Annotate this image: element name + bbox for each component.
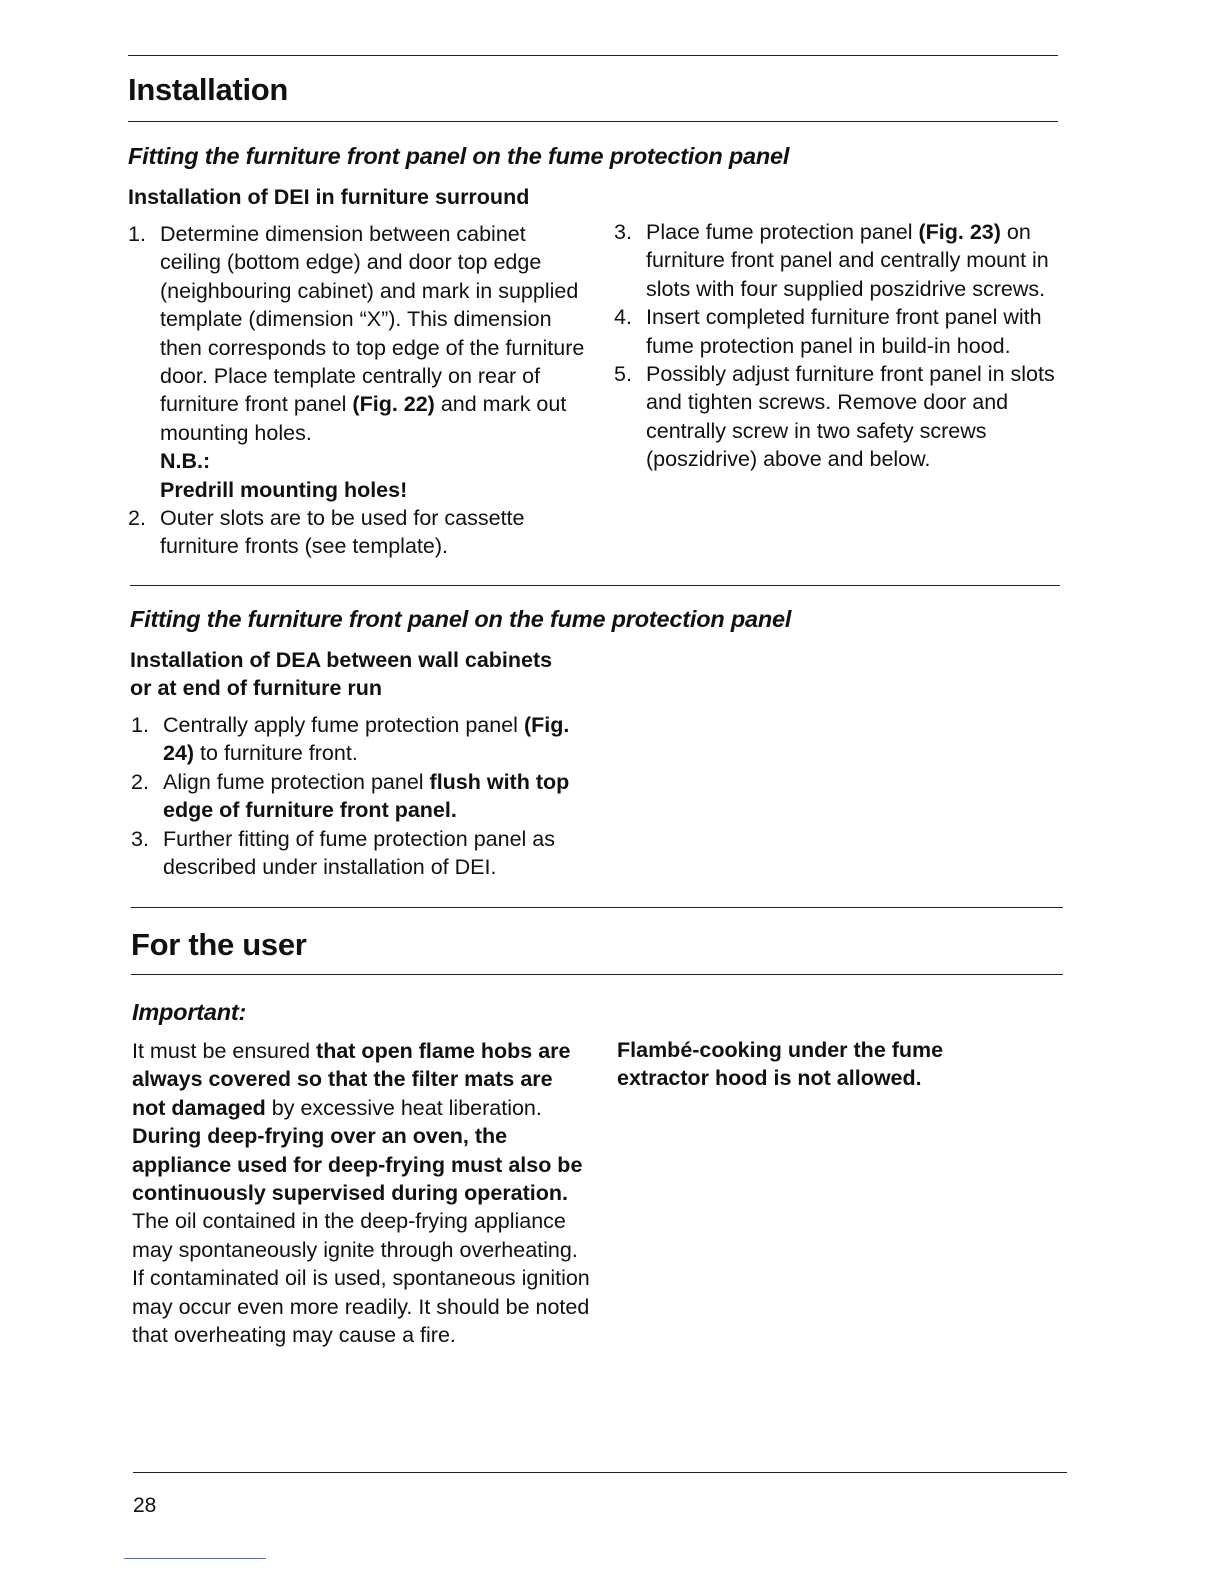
important-label: Important:	[132, 999, 247, 1025]
section-divider	[130, 585, 1060, 586]
step-text: Insert completed furniture front panel with fume protection panel in build-in hood.	[646, 305, 1042, 358]
figure-reference: (Fig. 23)	[918, 220, 1001, 244]
section1-subheading: Installation of DEI in furniture surround	[128, 185, 530, 209]
emphasis-run: that open flame hobs are always covered so that the filter mats are not damaged	[132, 1039, 571, 1120]
user-title-rule	[131, 974, 1063, 975]
step-text: Centrally apply fume protection panel	[163, 713, 524, 737]
footer-rule	[133, 1472, 1067, 1473]
figure-reference: (Fig. 22)	[352, 392, 435, 417]
list-item	[131, 825, 591, 882]
top-rule	[128, 55, 1058, 56]
list-item	[128, 504, 590, 561]
subheading-line: or at end of furniture run	[130, 676, 383, 700]
step-number: 2.	[131, 769, 149, 794]
nb-label: N.B.:	[160, 449, 211, 474]
step-text: on furniture front panel and centrally mount in slots with four supplied poszidrive screws.	[646, 220, 1049, 301]
nb-text: Predrill mounting holes!	[160, 477, 408, 502]
section2-steps	[131, 711, 591, 881]
step-text: and mark out mounting holes.	[160, 392, 567, 445]
section1-heading: Fitting the furniture front panel on the fume protection panel	[128, 143, 790, 169]
step-number: 1.	[128, 222, 146, 246]
important-paragraph	[132, 1037, 590, 1349]
text-run: It must be ensured	[132, 1039, 317, 1063]
step-text: Determine dimension between cabinet ceiling (bottom edge) and door top edge (neighbouring cabinet) and mark in supplied template (dimension “X”). This dimension then corresponds to top edge of the furniture door. Place template centrally on rear of furniture front panel	[160, 222, 585, 417]
step-number: 2.	[128, 506, 146, 531]
emphasis-run: During deep-frying over an oven, the appliance used for deep-frying must also be continuously supervised during operation.	[132, 1124, 583, 1206]
step-text: Place fume protection panel	[646, 220, 919, 244]
list-item	[131, 711, 591, 768]
list-item	[128, 220, 590, 504]
bottom-accent-line	[124, 1558, 266, 1559]
flambe-warning-text: Flambé-cooking under the fume extractor hood is not allowed.	[617, 1038, 944, 1091]
section2-subheading	[130, 646, 552, 702]
step-text: Further fitting of fume protection panel as described under installation of DEI.	[163, 826, 555, 880]
section1-steps-left	[128, 220, 590, 561]
list-item	[614, 360, 1066, 474]
section2-heading: Fitting the furniture front panel on the fume protection panel	[130, 606, 792, 632]
list-item	[614, 218, 1066, 303]
step-emphasis: flush with top edge of furniture front panel.	[163, 769, 570, 823]
subheading-line: Installation of DEA between wall cabinets	[130, 648, 553, 672]
page-title: Installation	[128, 72, 289, 107]
user-top-rule	[131, 907, 1063, 908]
flambe-warning	[617, 1036, 1037, 1093]
text-run: The oil contained in the deep-frying appliance may spontaneously ignite through overheating. If contaminated oil is used, spontaneous ignition may occur even more readily. It should be noted that overheating may cause a fire.	[132, 1209, 590, 1348]
step-number: 3.	[614, 220, 632, 244]
title-rule	[128, 121, 1058, 122]
step-text: Align fume protection panel	[163, 769, 430, 794]
page-number: 28	[133, 1494, 157, 1517]
step-text: Outer slots are to be used for cassette furniture fronts (see template).	[160, 506, 525, 559]
user-section-title: For the user	[131, 927, 307, 962]
step-text: to furniture front.	[194, 741, 358, 766]
step-text: Possibly adjust furniture front panel in slots and tighten screws. Remove door and centrally screw in two safety screws (poszidrive) above and below.	[646, 362, 1055, 472]
step-number: 5.	[614, 362, 632, 387]
figure-reference: (Fig. 24)	[163, 713, 570, 766]
list-item	[131, 768, 591, 825]
step-number: 3.	[131, 826, 149, 851]
section1-steps-right	[614, 218, 1066, 474]
text-run: by excessive heat liberation.	[265, 1095, 542, 1120]
list-item	[614, 303, 1066, 360]
step-number: 4.	[614, 305, 632, 330]
step-number: 1.	[131, 713, 149, 737]
